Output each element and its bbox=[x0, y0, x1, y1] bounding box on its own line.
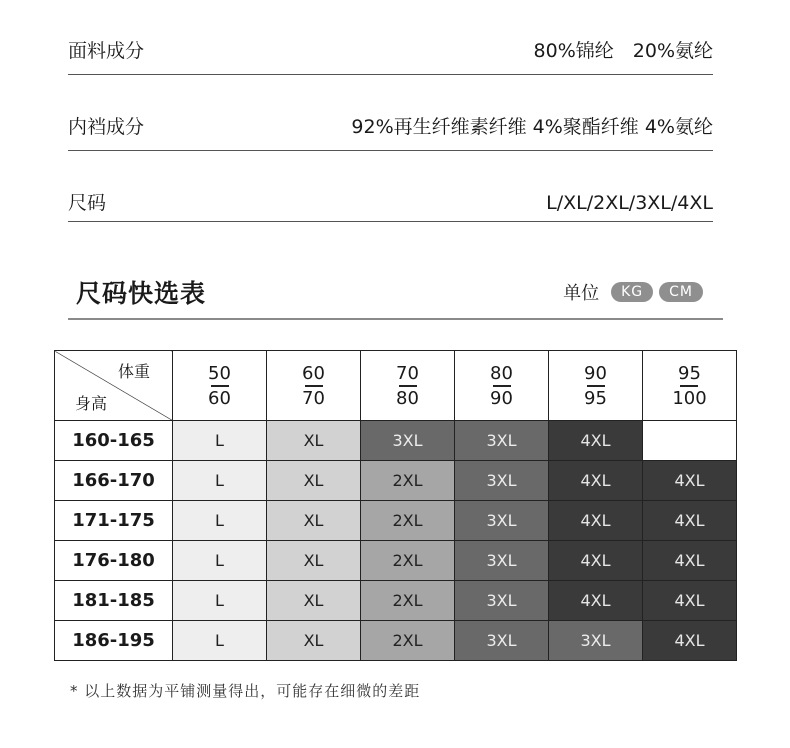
weight-min: 50 bbox=[208, 362, 231, 384]
size-cell: 2XL bbox=[361, 541, 455, 581]
weight-header-cell bbox=[361, 351, 455, 421]
unit-kg-badge: KG bbox=[611, 282, 653, 302]
table-row bbox=[55, 501, 737, 541]
size-cell: 4XL bbox=[549, 581, 643, 621]
size-cell: 4XL bbox=[643, 541, 737, 581]
table-row bbox=[55, 621, 737, 661]
height-range-cell: 171-175 bbox=[55, 501, 173, 541]
size-cell: 3XL bbox=[455, 501, 549, 541]
title-divider bbox=[68, 318, 723, 320]
weight-axis-label: 体重 bbox=[117, 362, 150, 381]
size-cell: 3XL bbox=[455, 621, 549, 661]
size-cell: XL bbox=[267, 581, 361, 621]
size-cell: XL bbox=[267, 501, 361, 541]
size-cell: 3XL bbox=[361, 421, 455, 461]
size-label: 尺码 bbox=[68, 192, 107, 214]
divider bbox=[68, 150, 713, 151]
size-cell: XL bbox=[267, 421, 361, 461]
weight-header-cell bbox=[173, 351, 267, 421]
size-chart-title: 尺码快选表 bbox=[76, 279, 207, 308]
size-cell: 3XL bbox=[549, 621, 643, 661]
weight-max: 70 bbox=[302, 387, 325, 409]
weight-max: 90 bbox=[490, 387, 513, 409]
size-cell: 3XL bbox=[455, 421, 549, 461]
lining-label: 内裆成分 bbox=[68, 116, 145, 138]
weight-header-cell bbox=[643, 351, 737, 421]
size-cell: L bbox=[173, 581, 267, 621]
height-range-cell: 186-195 bbox=[55, 621, 173, 661]
size-cell: 4XL bbox=[643, 501, 737, 541]
height-range-cell: 166-170 bbox=[55, 461, 173, 501]
size-cell: 2XL bbox=[361, 501, 455, 541]
size-cell: 3XL bbox=[455, 541, 549, 581]
height-axis-label: 身高 bbox=[75, 394, 108, 413]
spec-row-size bbox=[68, 190, 713, 220]
spec-row-lining bbox=[68, 114, 713, 144]
size-cell: L bbox=[173, 501, 267, 541]
size-cell: L bbox=[173, 421, 267, 461]
footnote: * 以上数据为平铺测量得出，可能存在细微的差距 bbox=[70, 682, 421, 700]
size-cell: 4XL bbox=[549, 541, 643, 581]
size-cell: 4XL bbox=[643, 581, 737, 621]
size-cell: XL bbox=[267, 461, 361, 501]
size-cell: L bbox=[173, 461, 267, 501]
weight-header-cell bbox=[549, 351, 643, 421]
weight-header-cell bbox=[455, 351, 549, 421]
table-header-row bbox=[55, 351, 737, 421]
fabric-value: 80%锦纶 20%氨纶 bbox=[533, 40, 713, 62]
unit-cm-badge: CM bbox=[659, 282, 703, 302]
size-cell: XL bbox=[267, 541, 361, 581]
unit-label: 单位 bbox=[563, 283, 600, 304]
weight-max: 60 bbox=[208, 387, 231, 409]
size-cell: 4XL bbox=[643, 461, 737, 501]
size-cell: 4XL bbox=[549, 501, 643, 541]
weight-min: 90 bbox=[584, 362, 607, 384]
table-row bbox=[55, 421, 737, 461]
size-cell: 4XL bbox=[549, 461, 643, 501]
height-range-cell: 160-165 bbox=[55, 421, 173, 461]
height-range-cell: 176-180 bbox=[55, 541, 173, 581]
size-chart-table bbox=[54, 350, 737, 661]
corner-header bbox=[55, 351, 173, 421]
weight-min: 95 bbox=[678, 362, 701, 384]
height-range-cell: 181-185 bbox=[55, 581, 173, 621]
size-cell: 2XL bbox=[361, 621, 455, 661]
size-cell: L bbox=[173, 541, 267, 581]
size-cell: 4XL bbox=[549, 421, 643, 461]
lining-value: 92%再生纤维素纤维 4%聚酯纤维 4%氨纶 bbox=[351, 116, 713, 138]
size-cell: 3XL bbox=[455, 581, 549, 621]
weight-max: 95 bbox=[584, 387, 607, 409]
size-value: L/XL/2XL/3XL/4XL bbox=[546, 192, 713, 214]
size-cell: XL bbox=[267, 621, 361, 661]
weight-max: 100 bbox=[672, 387, 707, 409]
size-cell: 4XL bbox=[643, 621, 737, 661]
table-row bbox=[55, 541, 737, 581]
unit-indicator bbox=[563, 279, 703, 305]
table-row bbox=[55, 461, 737, 501]
size-cell: 2XL bbox=[361, 461, 455, 501]
divider bbox=[68, 221, 713, 222]
size-cell: 2XL bbox=[361, 581, 455, 621]
table-row bbox=[55, 581, 737, 621]
weight-min: 60 bbox=[302, 362, 325, 384]
size-cell: 3XL bbox=[455, 461, 549, 501]
fabric-label: 面料成分 bbox=[68, 40, 145, 62]
spec-row-fabric bbox=[68, 38, 713, 68]
weight-min: 70 bbox=[396, 362, 419, 384]
size-cell: L bbox=[173, 621, 267, 661]
divider bbox=[68, 74, 713, 75]
weight-max: 80 bbox=[396, 387, 419, 409]
size-cell-empty bbox=[643, 421, 737, 461]
weight-header-cell bbox=[267, 351, 361, 421]
weight-min: 80 bbox=[490, 362, 513, 384]
